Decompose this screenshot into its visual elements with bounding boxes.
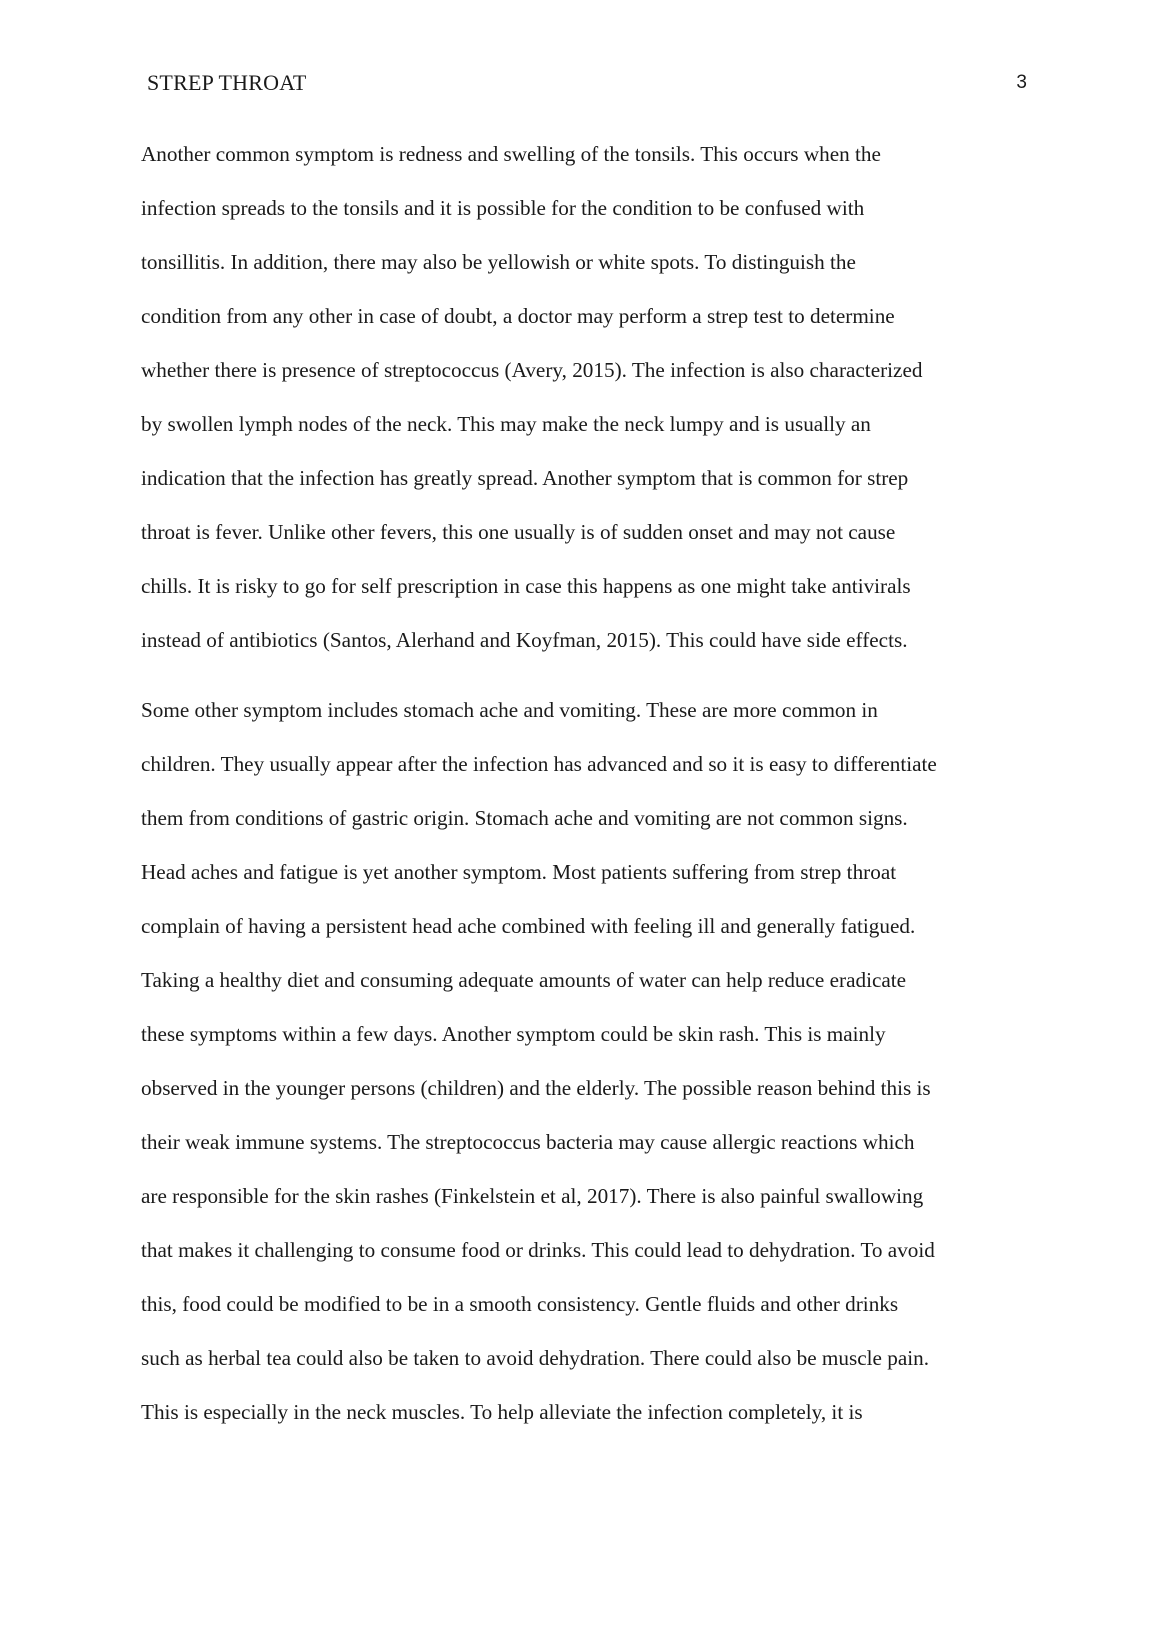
body-text (141, 127, 1031, 1439)
text-line: their weak immune systems. The streptococcus bacteria may cause allergic reactions which (141, 1130, 915, 1154)
text-line: these symptoms within a few days. Another symptom could be skin rash. This is mainly (141, 1022, 886, 1046)
paragraph-1 (141, 127, 1031, 667)
text-line: that makes it challenging to consume food or drinks. This could lead to dehydration. To avoid (141, 1238, 935, 1262)
paragraph-spacer (141, 667, 1031, 683)
text-line: them from conditions of gastric origin. Stomach ache and vomiting are not common signs. (141, 806, 908, 830)
text-line: children. They usually appear after the infection has advanced and so it is easy to differentiate (141, 752, 937, 776)
paragraph-2 (141, 683, 1031, 1439)
text-line: condition from any other in case of doubt, a doctor may perform a strep test to determine (141, 304, 895, 328)
text-line: This is especially in the neck muscles. To help alleviate the infection completely, it is (141, 1400, 863, 1424)
text-line: complain of having a persistent head ache combined with feeling ill and generally fatigued. (141, 914, 916, 938)
running-head: STREP THROAT (147, 70, 307, 95)
text-line: observed in the younger persons (children) and the elderly. The possible reason behind this is (141, 1076, 931, 1100)
text-line: Another common symptom is redness and swelling of the tonsils. This occurs when the (141, 142, 881, 166)
text-line: are responsible for the skin rashes (Finkelstein et al, 2017). There is also painful swallowing (141, 1184, 924, 1208)
text-line: such as herbal tea could also be taken to avoid dehydration. There could also be muscle pain. (141, 1346, 930, 1370)
text-line: instead of antibiotics (Santos, Alerhand and Koyfman, 2015). This could have side effects. (141, 628, 908, 652)
text-line: whether there is presence of streptococcus (Avery, 2015). The infection is also characterized (141, 358, 923, 382)
text-line: Taking a healthy diet and consuming adequate amounts of water can help reduce eradicate (141, 968, 907, 992)
text-line: chills. It is risky to go for self prescription in case this happens as one might take antivirals (141, 574, 911, 598)
text-line: Some other symptom includes stomach ache and vomiting. These are more common in (141, 698, 878, 722)
text-line: indication that the infection has greatly spread. Another symptom that is common for strep (141, 466, 909, 490)
text-line: tonsillitis. In addition, there may also be yellowish or white spots. To distinguish the (141, 250, 856, 274)
text-line: infection spreads to the tonsils and it is possible for the condition to be confused with (141, 196, 865, 220)
text-line: by swollen lymph nodes of the neck. This may make the neck lumpy and is usually an (141, 412, 871, 436)
text-line: throat is fever. Unlike other fevers, this one usually is of sudden onset and may not cause (141, 520, 896, 544)
page-number: 3 (1016, 72, 1027, 93)
text-line: Head aches and fatigue is yet another symptom. Most patients suffering from strep throat (141, 860, 897, 884)
text-line: this, food could be modified to be in a smooth consistency. Gentle fluids and other drinks (141, 1292, 899, 1316)
